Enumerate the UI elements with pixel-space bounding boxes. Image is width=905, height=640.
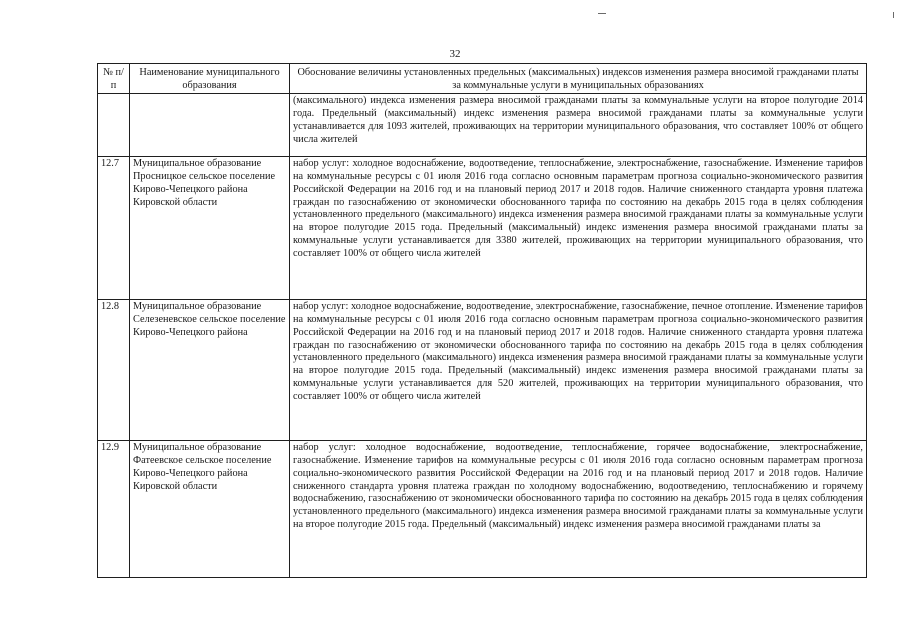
page-number: 32 bbox=[449, 48, 461, 60]
header-name: Наименование муниципального образования bbox=[130, 64, 290, 94]
row-rationale: набор услуг: холодное водоснабжение, водоотведение, теплоснабжение, электроснабжение, газоснабжение. Изменение тарифов на коммунальные ресурсы с 01 июля 2016 года согласно основным параметрам прогноза социально-экономического развития Российской Федерации на 2016 год и на плановый период 2017 и 2018 годов. Наличие сниженного стандарта уровня платежа граждан по газоснабжению от экономически обоснованного тарифа по состоянию на декабрь 2015 года в целях соблюдения установленного предельного (максимального) индекса изменения размера вносимой гражданами платы за коммунальные услуги на второе полугодие 2015 года. Предельный (максимальный) индекс изменения размера вносимой гражданами платы за коммунальные услуги устанавливается для 3380 жителей, проживающих на территории муниципального образования, что составляет 100% от общего числа жителей bbox=[290, 157, 867, 300]
row-municipality: Муниципальное образование Фатеевское сельское поселение Кирово-Чепецкого района Кировской области bbox=[130, 441, 290, 578]
table-row-continuation bbox=[98, 94, 867, 157]
row-num: 12.7 bbox=[98, 157, 130, 300]
table-header-row bbox=[98, 64, 867, 94]
scan-mark-right bbox=[893, 12, 894, 18]
row-municipality: Муниципальное образование Селезеневское сельское поселение Кирово-Чепецкого района bbox=[130, 300, 290, 441]
row-municipality: Муниципальное образование Просницкое сельское поселение Кирово-Чепецкого района Кировской области bbox=[130, 157, 290, 300]
header-num: № п/п bbox=[98, 64, 130, 94]
row-rationale: набор услуг: холодное водоснабжение, водоотведение, теплоснабжение, горячее водоснабжение, электроснабжение, газоснабжение. Изменение тарифов на коммунальные ресурсы с 01 июля 2016 года согласно основным параметрам прогноза социально-экономического развития Российской Федерации на 2016 год и на плановый период 2017 и 2018 годов. Наличие сниженного стандарта уровня платежа граждан по холодному водоснабжению, водоотведению, теплоснабжению и горячему водоснабжению, газоснабжению от экономически обоснованного тарифа по состоянию на декабрь 2015 года в целях соблюдения установленного предельного (максимального) индекса изменения размера вносимой гражданами платы за коммунальные услуги на второе полугодие 2015 года. Предельный (максимальный) индекс изменения размера вносимой гражданами платы за bbox=[290, 441, 867, 578]
scan-mark-top bbox=[598, 13, 606, 14]
rationale-table bbox=[97, 63, 867, 578]
table-row bbox=[98, 300, 867, 441]
row-num bbox=[98, 94, 130, 157]
table-row bbox=[98, 441, 867, 578]
row-rationale: (максимального) индекса изменения размера вносимой гражданами платы за коммунальные услуги на второе полугодие 2014 года. Предельный (максимальный) индекс изменения размера вносимой гражданами платы за коммунальные услуги устанавливается для 1093 жителей, проживающих на территории муниципального образования, что составляет 100% от общего числа жителей bbox=[290, 94, 867, 157]
row-num: 12.9 bbox=[98, 441, 130, 578]
table-row bbox=[98, 157, 867, 300]
row-municipality bbox=[130, 94, 290, 157]
row-rationale: набор услуг: холодное водоснабжение, водоотведение, электроснабжение, газоснабжение, печное отопление. Изменение тарифов на коммунальные ресурсы с 01 июля 2016 года согласно основным параметрам прогноза социально-экономического развития Российской Федерации на 2016 год и на плановый период 2017 и 2018 годов. Наличие сниженного стандарта уровня платежа граждан по газоснабжению от экономически обоснованного тарифа по состоянию на декабрь 2015 года в целях соблюдения установленного предельного (максимального) индекса изменения размера вносимой гражданами платы за коммунальные услуги на второе полугодие 2015 года. Предельный (максимальный) индекс изменения размера вносимой гражданами платы за коммунальные услуги устанавливается для 520 жителей, проживающих на территории муниципального образования, что составляет 100% от общего числа жителей bbox=[290, 300, 867, 441]
header-rationale: Обоснование величины установленных предельных (максимальных) индексов изменения размера вносимой гражданами платы за коммунальные услуги в муниципальных образованиях bbox=[290, 64, 867, 94]
row-num: 12.8 bbox=[98, 300, 130, 441]
